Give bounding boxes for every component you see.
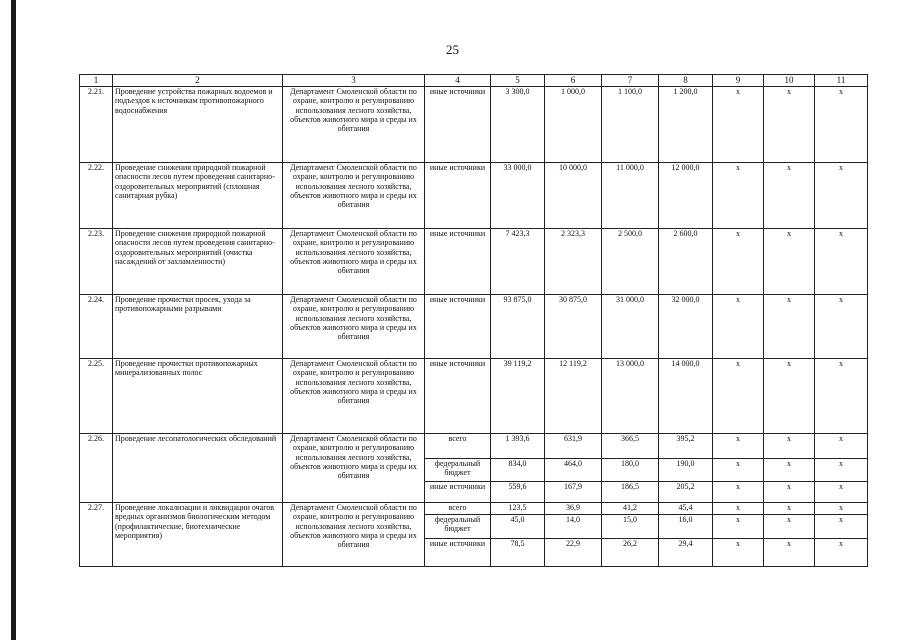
indicator-1: х <box>713 459 764 482</box>
amount-year-1: 12 119,2 <box>545 359 602 434</box>
amount-total: 39 119,2 <box>491 359 545 434</box>
amount-year-3: 2 600,0 <box>659 229 713 295</box>
indicator-2: х <box>764 539 815 567</box>
funding-source: иные источники <box>425 482 491 503</box>
responsible-department: Департамент Смоленской области по охране, контролю и регулированию использования лесного хозяйства, объектов животного мира и среды их обитания <box>283 359 425 434</box>
amount-total: 834,0 <box>491 459 545 482</box>
indicator-3: х <box>815 434 868 459</box>
indicator-3: х <box>815 163 868 229</box>
indicator-1: х <box>713 503 764 515</box>
col-header: 2 <box>113 75 283 87</box>
responsible-department: Департамент Смоленской области по охране, контролю и регулированию использования лесного хозяйства, объектов животного мира и среды их обитания <box>283 229 425 295</box>
funding-source: иные источники <box>425 295 491 359</box>
amount-year-1: 464,0 <box>545 459 602 482</box>
table-row <box>80 503 868 515</box>
amount-year-1: 10 000,0 <box>545 163 602 229</box>
indicator-2: х <box>764 503 815 515</box>
indicator-1: х <box>713 295 764 359</box>
measure-name: Проведение снижения природной пожарной опасности лесов путем проведения санитарно-оздоровительных мероприятий (сплошная санитарная рубка) <box>113 163 283 229</box>
indicator-2: х <box>764 87 815 163</box>
amount-year-2: 31 000,0 <box>602 295 659 359</box>
col-header: 1 <box>80 75 113 87</box>
amount-year-1: 36,9 <box>545 503 602 515</box>
row-number: 2.27. <box>80 503 113 567</box>
responsible-department: Департамент Смоленской области по охране, контролю и регулированию использования лесного хозяйства, объектов животного мира и среды их обитания <box>283 503 425 567</box>
indicator-2: х <box>764 482 815 503</box>
col-header: 8 <box>659 75 713 87</box>
amount-total: 559,6 <box>491 482 545 503</box>
funding-source: иные источники <box>425 359 491 434</box>
indicator-1: х <box>713 434 764 459</box>
measure-name: Проведение снижения природной пожарной опасности лесов путем проведения санитарно-оздоровительных мероприятий (очистка насаждений от захламленности) <box>113 229 283 295</box>
indicator-3: х <box>815 539 868 567</box>
col-header: 7 <box>602 75 659 87</box>
col-header: 3 <box>283 75 425 87</box>
funding-source: иные источники <box>425 87 491 163</box>
measure-name: Проведение прочистки противопожарных минерализованных полос <box>113 359 283 434</box>
col-header: 4 <box>425 75 491 87</box>
indicator-2: х <box>764 295 815 359</box>
col-header: 9 <box>713 75 764 87</box>
indicator-3: х <box>815 482 868 503</box>
amount-year-2: 11 000,0 <box>602 163 659 229</box>
page-number: 25 <box>446 42 459 57</box>
indicator-1: х <box>713 515 764 539</box>
amount-total: 93 875,0 <box>491 295 545 359</box>
indicator-1: х <box>713 87 764 163</box>
measure-name: Проведение прочистки просек, ухода за противопожарными разрывами <box>113 295 283 359</box>
amount-total: 123,5 <box>491 503 545 515</box>
amount-year-3: 32 000,0 <box>659 295 713 359</box>
amount-year-1: 30 875,0 <box>545 295 602 359</box>
amount-year-2: 180,0 <box>602 459 659 482</box>
indicator-3: х <box>815 87 868 163</box>
funding-source: иные источники <box>425 163 491 229</box>
indicator-3: х <box>815 359 868 434</box>
funding-source: всего <box>425 434 491 459</box>
indicator-3: х <box>815 229 868 295</box>
indicator-3: х <box>815 503 868 515</box>
indicator-3: х <box>815 295 868 359</box>
indicator-1: х <box>713 539 764 567</box>
indicator-2: х <box>764 229 815 295</box>
responsible-department: Департамент Смоленской области по охране, контролю и регулированию использования лесного хозяйства, объектов животного мира и среды их обитания <box>283 434 425 503</box>
amount-year-3: 29,4 <box>659 539 713 567</box>
indicator-2: х <box>764 434 815 459</box>
table-row <box>80 163 868 229</box>
table-row <box>80 229 868 295</box>
col-header: 5 <box>491 75 545 87</box>
amount-year-3: 14 000,0 <box>659 359 713 434</box>
amount-year-2: 41,2 <box>602 503 659 515</box>
col-header: 6 <box>545 75 602 87</box>
amount-year-2: 15,0 <box>602 515 659 539</box>
row-number: 2.22. <box>80 163 113 229</box>
indicator-1: х <box>713 229 764 295</box>
amount-year-1: 22,9 <box>545 539 602 567</box>
amount-year-1: 14,0 <box>545 515 602 539</box>
header-row <box>80 75 868 87</box>
table-row <box>80 434 868 459</box>
indicator-3: х <box>815 515 868 539</box>
amount-year-1: 1 000,0 <box>545 87 602 163</box>
indicator-3: х <box>815 459 868 482</box>
amount-year-3: 205,2 <box>659 482 713 503</box>
row-number: 2.23. <box>80 229 113 295</box>
table-row <box>80 87 868 163</box>
amount-year-3: 1 200,0 <box>659 87 713 163</box>
responsible-department: Департамент Смоленской области по охране, контролю и регулированию использования лесного хозяйства, объектов животного мира и среды их обитания <box>283 87 425 163</box>
scan-edge-bar <box>11 0 16 640</box>
amount-total: 78,5 <box>491 539 545 567</box>
row-number: 2.25. <box>80 359 113 434</box>
funding-source: федеральный бюджет <box>425 459 491 482</box>
indicator-1: х <box>713 163 764 229</box>
measure-name: Проведение локализации и ликвидации очагов вредных организмов биологическим методом (профилактические, биотехнические мероприятия) <box>113 503 283 567</box>
funding-source: иные источники <box>425 229 491 295</box>
amount-year-3: 16,0 <box>659 515 713 539</box>
indicator-1: х <box>713 482 764 503</box>
amount-year-3: 190,0 <box>659 459 713 482</box>
col-header: 10 <box>764 75 815 87</box>
responsible-department: Департамент Смоленской области по охране, контролю и регулированию использования лесного хозяйства, объектов животного мира и среды их обитания <box>283 295 425 359</box>
amount-year-2: 1 100,0 <box>602 87 659 163</box>
program-table <box>79 74 868 567</box>
amount-total: 1 393,6 <box>491 434 545 459</box>
indicator-2: х <box>764 359 815 434</box>
amount-year-2: 2 500,0 <box>602 229 659 295</box>
funding-source: федеральный бюджет <box>425 515 491 539</box>
amount-total: 33 000,0 <box>491 163 545 229</box>
indicator-1: х <box>713 359 764 434</box>
amount-year-3: 12 000,0 <box>659 163 713 229</box>
amount-total: 3 300,0 <box>491 87 545 163</box>
table-row <box>80 295 868 359</box>
table-row <box>80 359 868 434</box>
amount-year-2: 366,5 <box>602 434 659 459</box>
row-number: 2.24. <box>80 295 113 359</box>
funding-source: иные источники <box>425 539 491 567</box>
amount-year-2: 13 000,0 <box>602 359 659 434</box>
indicator-2: х <box>764 163 815 229</box>
col-header: 11 <box>815 75 868 87</box>
amount-year-1: 167,9 <box>545 482 602 503</box>
measure-name: Проведение устройства пожарных водоемов и подъездов к источникам противопожарного водоснабжения <box>113 87 283 163</box>
amount-year-3: 45,4 <box>659 503 713 515</box>
amount-year-1: 2 323,3 <box>545 229 602 295</box>
responsible-department: Департамент Смоленской области по охране, контролю и регулированию использования лесного хозяйства, объектов животного мира и среды их обитания <box>283 163 425 229</box>
amount-total: 7 423,3 <box>491 229 545 295</box>
amount-year-2: 26,2 <box>602 539 659 567</box>
row-number: 2.21. <box>80 87 113 163</box>
indicator-2: х <box>764 515 815 539</box>
amount-year-1: 631,9 <box>545 434 602 459</box>
measure-name: Проведение лесопатологических обследований <box>113 434 283 503</box>
amount-total: 45,0 <box>491 515 545 539</box>
funding-source: всего <box>425 503 491 515</box>
amount-year-3: 395,2 <box>659 434 713 459</box>
amount-year-2: 186,5 <box>602 482 659 503</box>
row-number: 2.26. <box>80 434 113 503</box>
indicator-2: х <box>764 459 815 482</box>
